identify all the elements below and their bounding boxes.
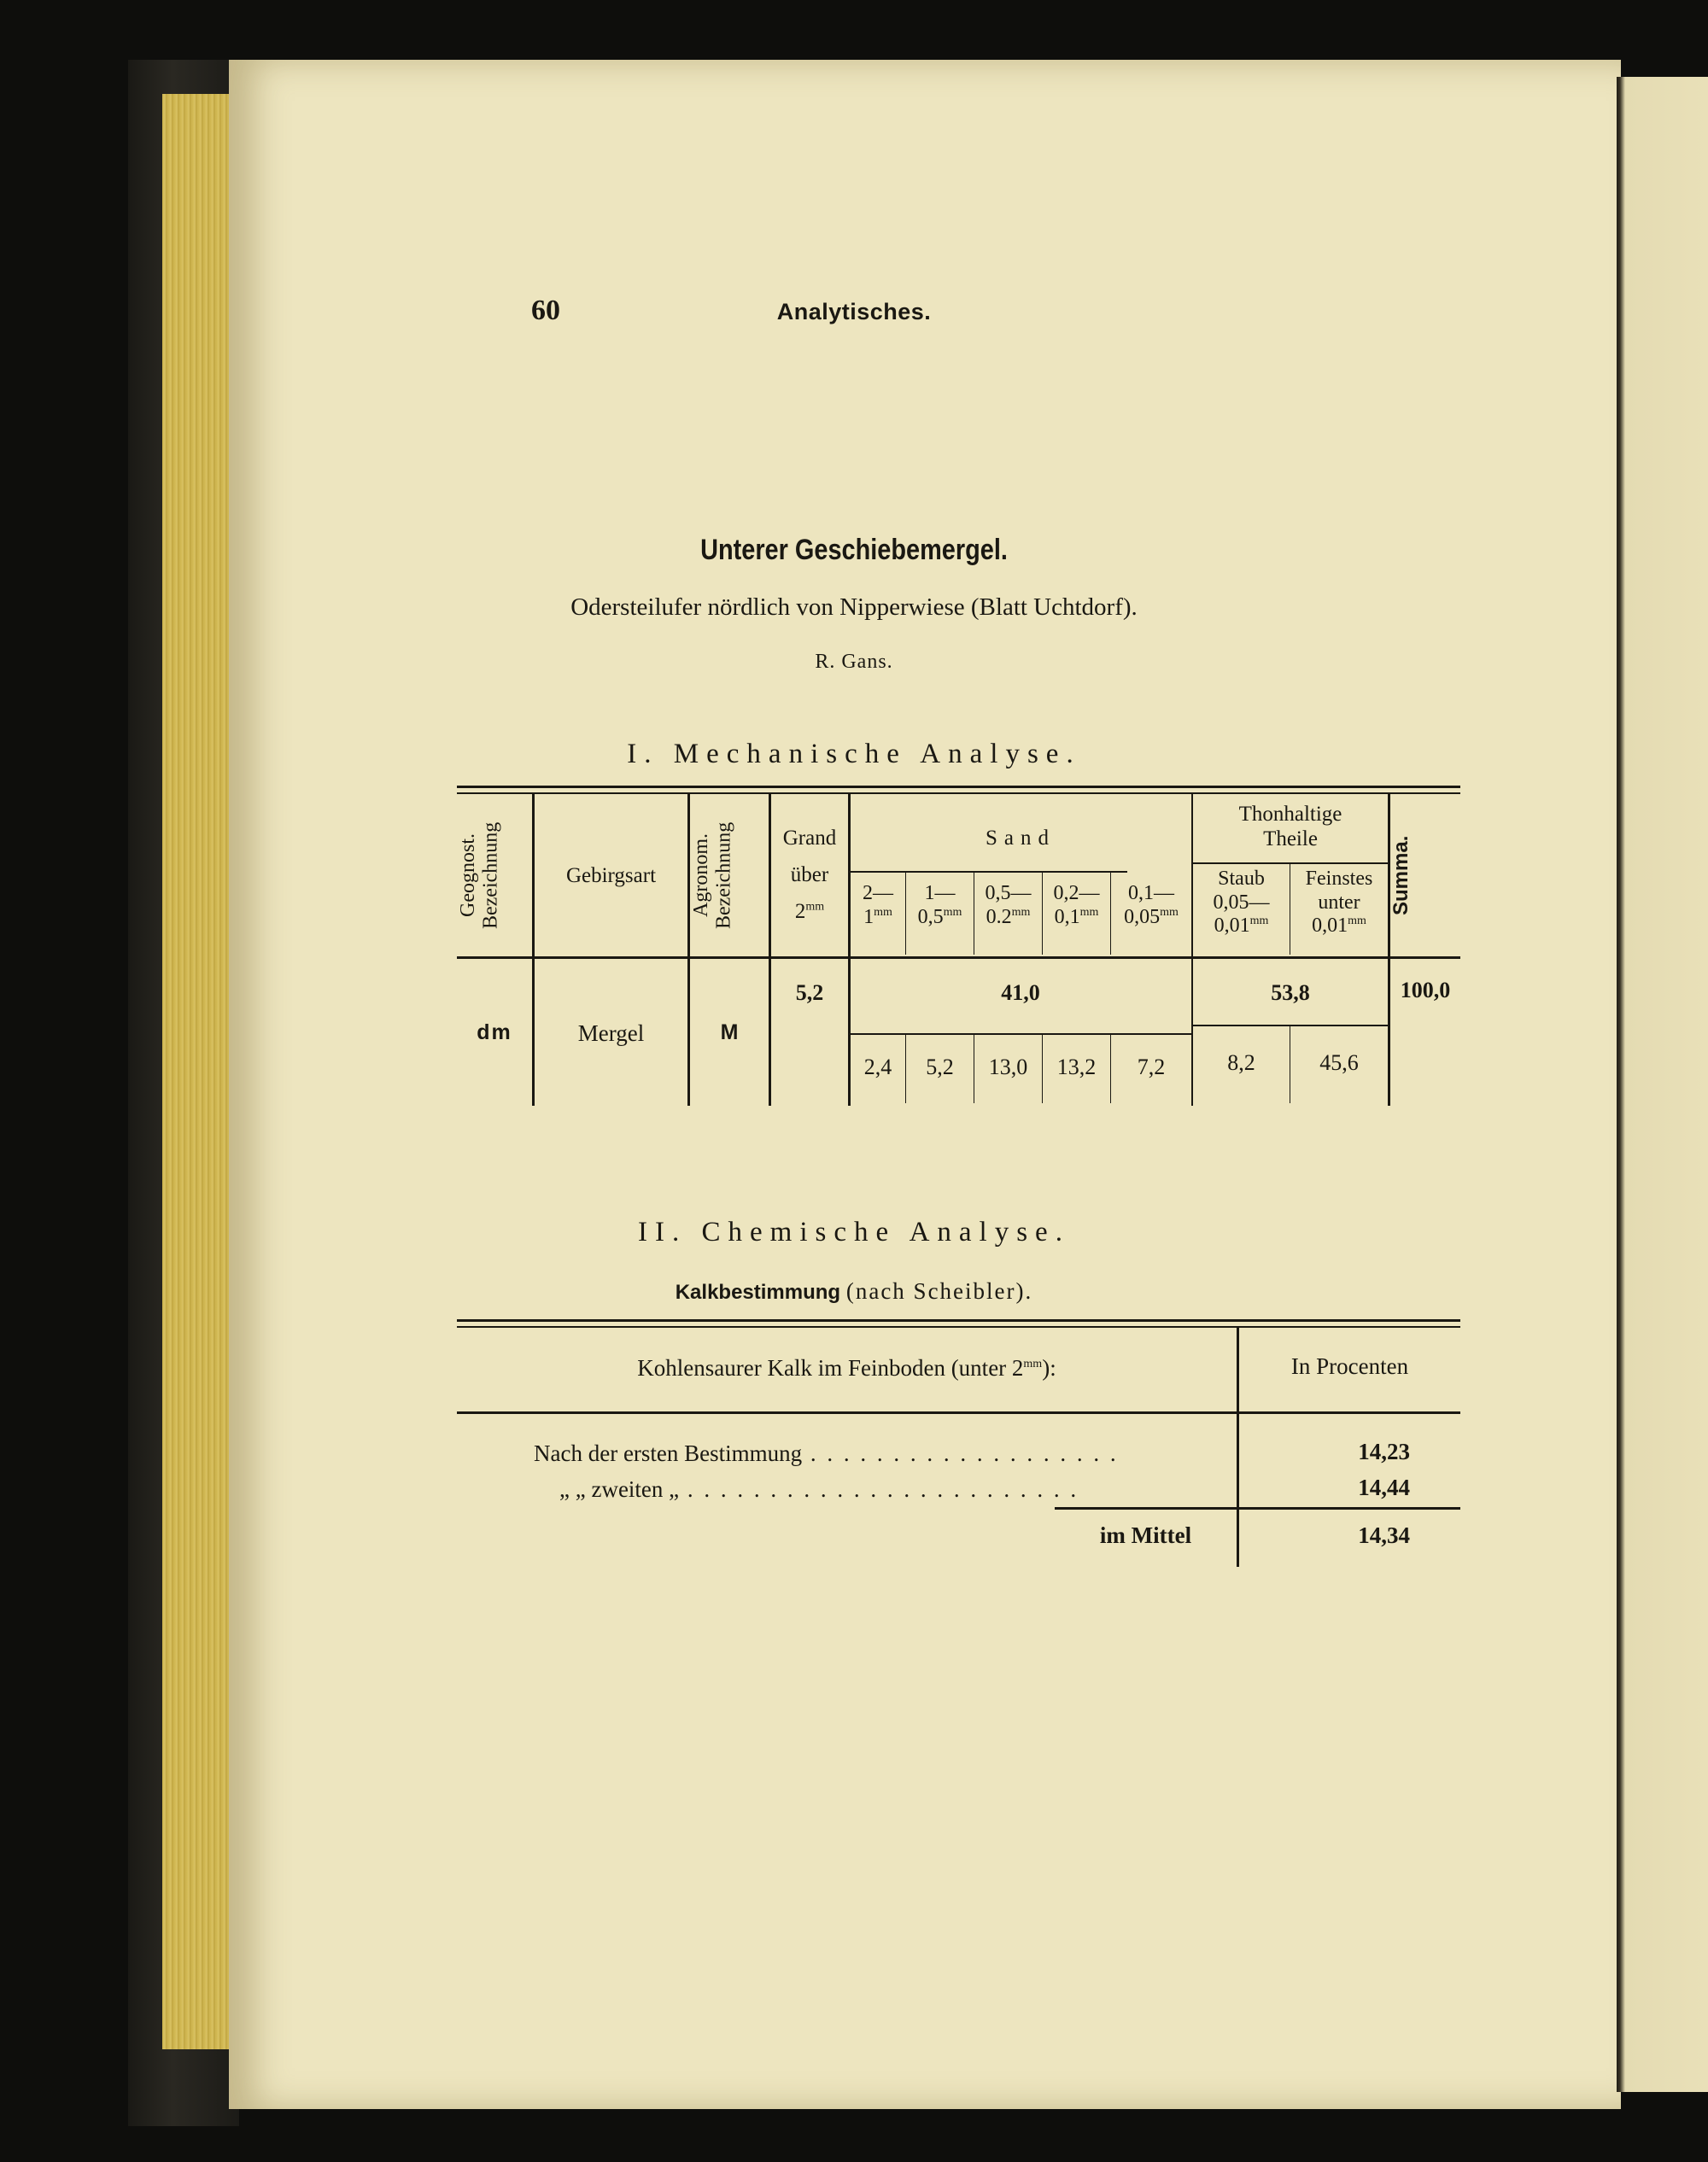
cell-sand-05-02: 13,0 [988,1055,1028,1079]
chemical-analysis-table [457,1319,1460,1575]
mechanical-analysis-table [457,786,1460,1110]
cell-gebirgsart: Mergel [577,1020,645,1046]
chem-row-1-label: Nach der ersten Bestimmung . . . . . . . . . . . . . . . . . . . [534,1440,1119,1466]
subsection-rest: (nach Scheibler). [845,1278,1033,1304]
header-gebirgsart: Gebirgsart [565,864,657,887]
chem-header-left: Kohlensaurer Kalk im Feinboden (unter $2^{mm}$): [637,1355,1056,1381]
author: R. Gans. [815,651,893,673]
header-sand-2-1: 2— $1^{mm}$ [863,882,893,928]
chem-header-right: In Procenten [1290,1353,1409,1379]
header-geognost: Geognost. Bezeichnung [457,821,502,929]
header-agronom: Agronom. Bezeichnung [690,821,735,929]
chem-mean-label: im Mittel [1099,1522,1192,1548]
page-title: Unterer Geschiebemergel. [700,534,1008,566]
page-subtitle: Odersteilufer nördlich von Nipperwiese (Blatt Uchtdorf). [570,593,1138,621]
cell-sand-01-005: 7,2 [1137,1055,1166,1079]
cell-staub: 8,2 [1227,1050,1255,1075]
cell-geognost: dm [477,1020,512,1044]
header-grand: Grand über $2^{mm}$ [782,827,837,923]
header-staub: Staub 0,05— $0,01^{mm}$ [1213,868,1270,938]
cell-thon-total: 53,8 [1271,980,1310,1005]
chem-row-2-label: „ „ zweiten „ . . . . . . . . . . . . . . . . . . . . . . . . [559,1476,1079,1502]
chem-row-2-value: 14,44 [1358,1475,1410,1500]
header-thonhaltige: Thonhaltige Theile [1238,803,1342,850]
cell-sand-2-1: 2,4 [863,1055,892,1079]
header-sand: Sand [986,827,1056,850]
cell-summa: 100,0 [1400,978,1451,1002]
cell-agronom: M [720,1020,739,1044]
page-number: 60 [531,295,560,326]
chem-mean-value: 14,34 [1358,1522,1410,1548]
chem-row-1-value: 14,23 [1358,1439,1410,1464]
header-summa: Summa. [1389,835,1413,915]
cell-sand-total: 41,0 [1001,980,1040,1005]
subsection-kalkbestimmung [0,1278,1708,1305]
cell-grand: 5,2 [795,980,824,1005]
section-heading-chemical: II. Chemische Analyse. [638,1217,1070,1248]
header-sand-01-005: 0,1— $0,05^{mm}$ [1124,882,1179,928]
subsection-bold: Kalkbestimmung [675,1281,841,1304]
header-sand-05-02: 0,5— $0.2^{mm}$ [985,882,1032,928]
cell-sand-02-01: 13,2 [1056,1055,1097,1079]
cell-sand-1-05: 5,2 [926,1055,954,1079]
section-heading-mechanical: I. Mechanische Analyse. [627,739,1081,769]
running-title: Analytisches. [776,299,932,324]
header-sand-02-01: 0,2— $0,1^{mm}$ [1053,882,1100,928]
header-feinstes: Feinstes unter $0,01^{mm}$ [1305,868,1373,938]
header-sand-1-05: 1— $0,5^{mm}$ [917,882,962,928]
next-page-edge [1617,77,1708,2092]
cell-feinstes: 45,6 [1319,1050,1359,1075]
